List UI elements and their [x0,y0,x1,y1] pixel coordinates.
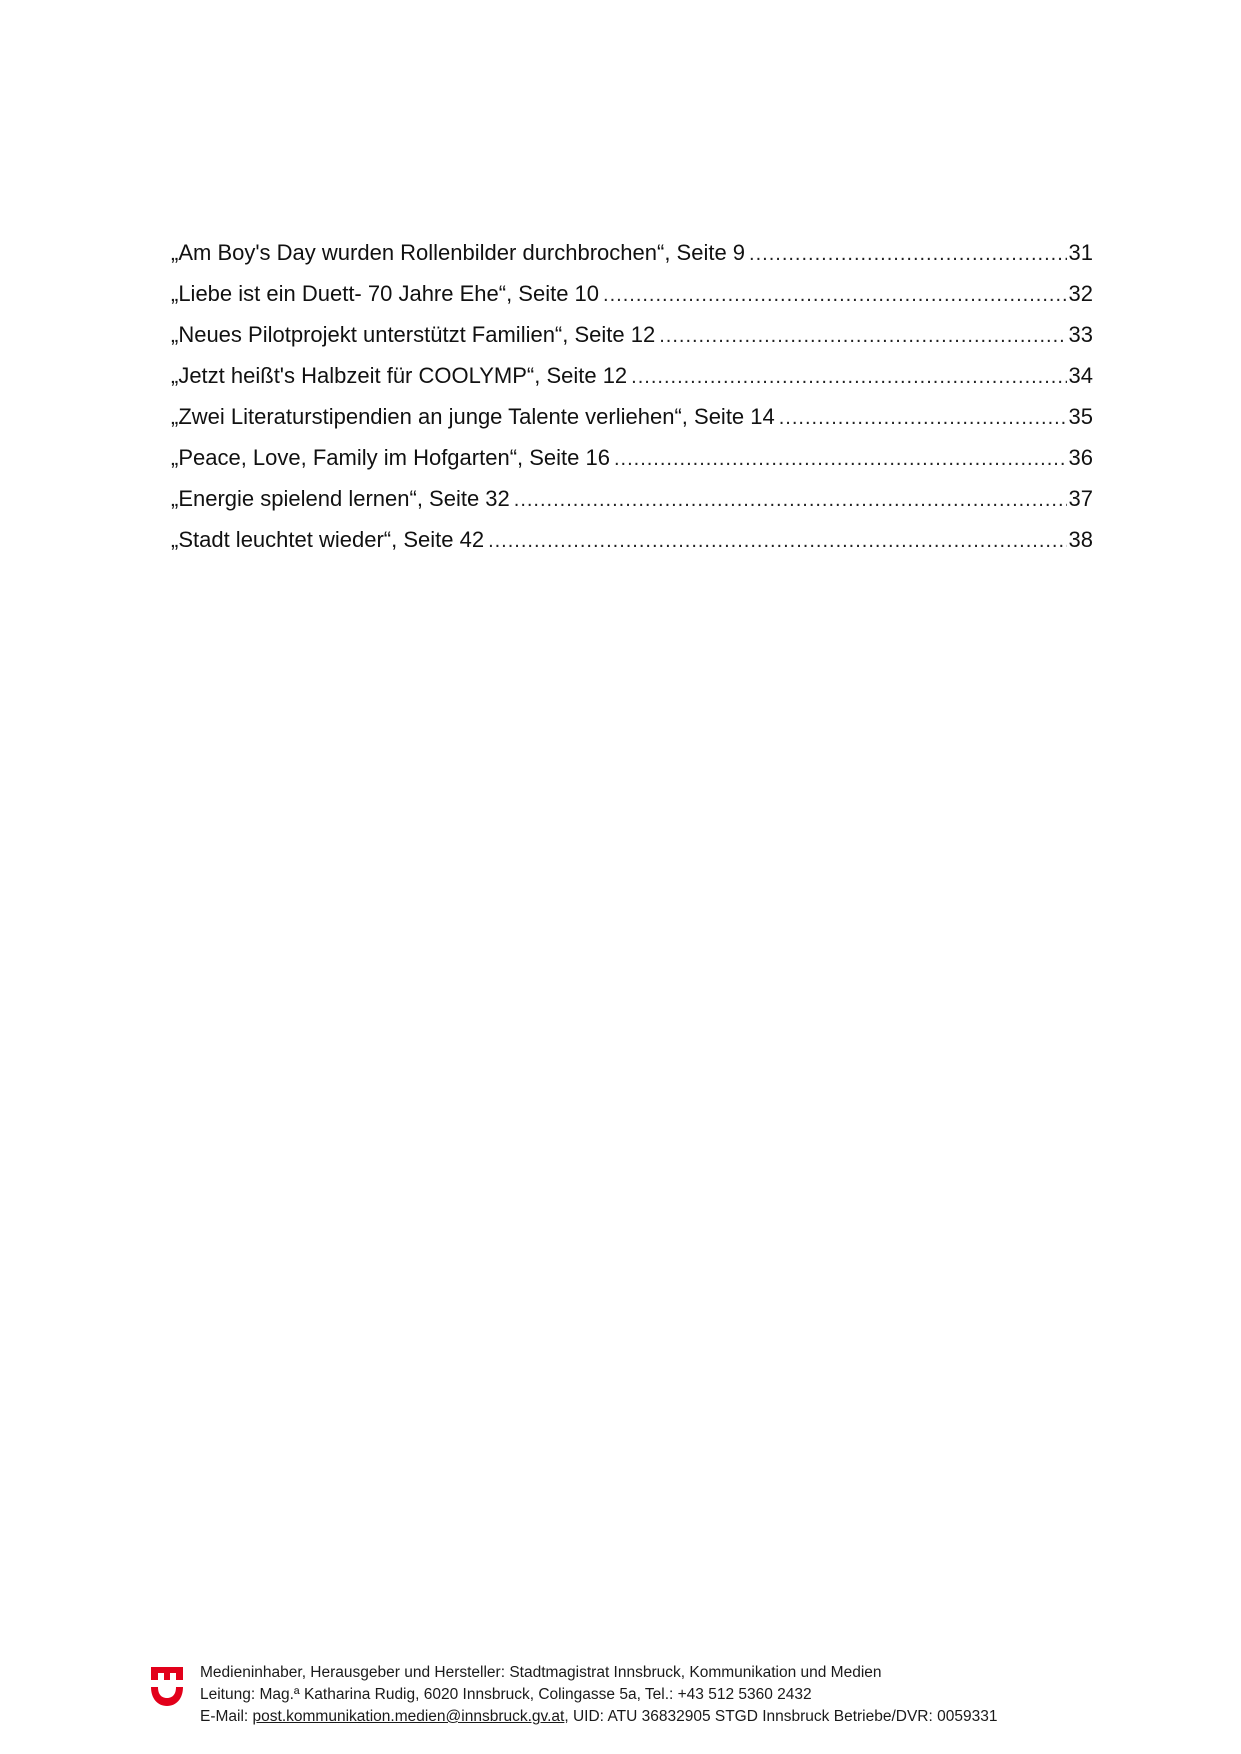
toc-entry-title: „Am Boy's Day wurden Rollenbilder durchbrochen“, Seite 9 [171,240,746,265]
toc-entry[interactable] [171,355,1093,396]
toc-dot-leader [659,316,1066,357]
toc-dot-leader [779,398,1067,439]
email-label: E-Mail: [200,1708,253,1725]
toc-dot-leader [631,357,1066,398]
toc-entry-page: 35 [1068,404,1093,429]
page-footer [150,1662,1110,1734]
toc-entry-page: 38 [1068,527,1093,552]
imprint-contact [200,1706,997,1728]
toc-entry-title: „Jetzt heißt's Halbzeit für COOLYMP“, Seite 12 [171,363,628,388]
innsbruck-city-logo-icon [150,1665,184,1707]
toc-dot-leader [488,521,1066,562]
toc-entry-title: „Zwei Literaturstipendien an junge Talente verliehen“, Seite 14 [171,404,775,429]
email-link[interactable]: post.kommunikation.medien@innsbruck.gv.at [252,1708,565,1725]
toc-dot-leader [614,439,1067,480]
toc-entry-title: „Peace, Love, Family im Hofgarten“, Seite 16 [171,445,610,470]
toc-entry-page: 34 [1068,363,1093,388]
toc-dot-leader [749,234,1066,275]
toc-entry-page: 36 [1068,445,1093,470]
toc-entry-title: „Neues Pilotprojekt unterstützt Familien“, Seite 12 [171,322,656,347]
toc-dot-leader [603,275,1066,316]
toc-entry-page: 31 [1068,240,1093,265]
toc-entry-page: 37 [1068,486,1093,511]
toc-entry[interactable] [171,519,1093,560]
toc-dot-leader [514,480,1067,521]
toc-entry[interactable] [171,396,1093,437]
imprint-management: Leitung: Mag.ª Katharina Rudig, 6020 Innsbruck, Colingasse 5a, Tel.: +43 512 5360 2432 [200,1686,812,1703]
toc-entry[interactable] [171,437,1093,478]
toc-entry-page: 33 [1068,322,1093,347]
toc-entry-page: 32 [1068,281,1093,306]
toc-entry-title: „Energie spielend lernen“, Seite 32 [171,486,510,511]
toc-entry[interactable] [171,273,1093,314]
toc-entry[interactable] [171,232,1093,273]
toc-entry-title: „Liebe ist ein Duett- 70 Jahre Ehe“, Seite 10 [171,281,600,306]
toc-entry[interactable] [171,314,1093,355]
imprint-publisher: Medieninhaber, Herausgeber und Hersteller: Stadtmagistrat Innsbruck, Kommunikation und Medien [200,1664,882,1681]
toc-entry-title: „Stadt leuchtet wieder“, Seite 42 [171,527,485,552]
imprint-text [200,1662,997,1728]
toc-entry[interactable] [171,478,1093,519]
table-of-contents [171,232,1093,560]
imprint-registration: , UID: ATU 36832905 STGD Innsbruck Betriebe/DVR: 0059331 [564,1708,998,1725]
